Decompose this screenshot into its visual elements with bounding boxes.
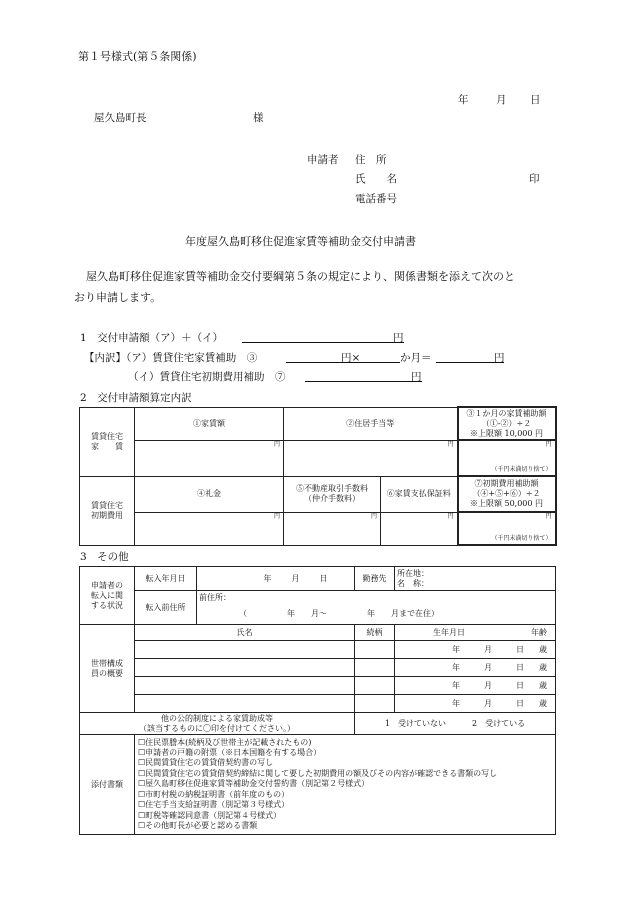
months-equals: か月＝ bbox=[400, 352, 432, 364]
col-name: 氏名 bbox=[135, 625, 355, 641]
attachment-checkbox[interactable]: ☐町税等確認同意書（別記第４号様式） bbox=[138, 810, 282, 820]
rent-yen-unit: 円 bbox=[494, 352, 505, 364]
member-name-cell[interactable] bbox=[135, 677, 355, 695]
other-subsidy-options[interactable] bbox=[355, 713, 556, 735]
monthly-yen-x: 円× bbox=[341, 352, 361, 364]
addressee-honorific: 様 bbox=[253, 112, 264, 124]
move-date-label: 転入年月日 bbox=[135, 567, 197, 591]
applicant-name-label: 氏 名 bbox=[355, 173, 397, 185]
section3-heading: 3 その他 bbox=[80, 551, 129, 563]
rent-row-label: 賃貸住宅 家 賃 bbox=[80, 407, 135, 476]
attachment-checkbox[interactable]: ☐屋久島町移住促進家賃等補助金交付誓約書（別記第２号様式） bbox=[138, 779, 370, 789]
col-relation: 続柄 bbox=[355, 625, 395, 641]
key-money-cell[interactable]: 円 bbox=[135, 512, 284, 545]
total-amount-field[interactable] bbox=[242, 330, 404, 343]
section1-heading: 1 交付申請額（ア）＋（イ） bbox=[80, 332, 224, 344]
prev-address-cell[interactable]: 前住所： （ 年 月～ 年 月まで在住） bbox=[197, 591, 556, 625]
seal-mark: 印 bbox=[529, 173, 540, 185]
workplace-cell[interactable]: 所在地： 名 称： bbox=[395, 567, 556, 591]
rent-amount-header: ①家賃額 bbox=[135, 407, 284, 440]
applicant-label: 申請者 bbox=[307, 154, 339, 166]
guarantee-fee-cell[interactable]: 円 bbox=[381, 512, 458, 545]
attachment-checkbox[interactable]: ☐住民票謄本(続柄及び世帯主が記載されたもの) bbox=[138, 737, 312, 747]
broker-fee-cell[interactable]: 円 bbox=[284, 512, 381, 545]
member-relation-cell[interactable] bbox=[355, 695, 395, 713]
col-birthdate: 生年月日 年齢 bbox=[395, 625, 556, 641]
other-subsidy-label: 他の公的制度による家賃助成等 （該当するものに〇印を付けてください。） bbox=[80, 713, 355, 735]
option-receiving[interactable]: 2 受けている bbox=[472, 718, 526, 728]
breakdown-a-label: 【内訳】（ア）賃貸住宅家賃補助 ③ bbox=[84, 352, 258, 364]
round-note: （千円未満切り捨て） bbox=[491, 465, 552, 473]
prev-address-label: 転入前住所 bbox=[135, 591, 197, 625]
round-note: （千円未満切り捨て） bbox=[491, 534, 552, 542]
applicant-phone-label: 電話番号 bbox=[355, 193, 397, 205]
other-table bbox=[79, 566, 556, 835]
attachment-checkbox[interactable]: ☐民間賃貸住宅の賃貸借契約締結に関して要した初期費用の額及びその内容が確認できる書類の写し bbox=[138, 768, 498, 778]
member-birth-cell[interactable]: 年 月 日 歳 bbox=[395, 641, 556, 659]
option-not-receiving[interactable]: 1 受けていない bbox=[384, 718, 446, 728]
rent-amount-cell[interactable]: 円 bbox=[135, 440, 284, 476]
initial-subsidy-header: ⑦初期費用補助額 （④+⑤+⑥）÷２ ※上限額 50,000 円 bbox=[458, 476, 556, 512]
months-field[interactable] bbox=[368, 350, 400, 363]
member-birth-cell[interactable]: 年 月 日 歳 bbox=[395, 695, 556, 713]
member-name-cell[interactable] bbox=[135, 641, 355, 659]
allowance-cell[interactable]: 円 bbox=[284, 440, 458, 476]
attachment-checkbox[interactable]: ☐住宅手当支給証明書（別記第３号様式） bbox=[138, 800, 290, 810]
applicant-address-label: 住 所 bbox=[355, 154, 387, 166]
calc-table bbox=[79, 406, 557, 546]
member-name-cell[interactable] bbox=[135, 695, 355, 713]
date-year: 年 bbox=[458, 94, 469, 106]
page-title: 年度屋久島町移住促進家賃等補助金交付申請書 bbox=[185, 235, 416, 248]
date-month: 月 bbox=[496, 94, 507, 106]
member-name-cell[interactable] bbox=[135, 659, 355, 677]
body-line-1: 屋久島町移住促進家賃等補助金交付要綱第５条の規定により、関係書類を添えて次のと bbox=[86, 270, 515, 283]
form-number: 第１号様式(第５条関係) bbox=[78, 50, 197, 63]
key-money-header: ④礼金 bbox=[135, 476, 284, 512]
body-line-2: おり申請します。 bbox=[74, 291, 162, 304]
initial-yen-unit: 円 bbox=[411, 371, 422, 383]
attachment-checkbox[interactable]: ☐申請者の戸籍の附票（※日本国籍を有する場合） bbox=[138, 748, 322, 758]
member-birth-cell[interactable]: 年 月 日 歳 bbox=[395, 659, 556, 677]
breakdown-b-label: （イ）賃貸住宅初期費用補助 ⑦ bbox=[128, 371, 286, 383]
member-relation-cell[interactable] bbox=[355, 659, 395, 677]
addressee: 屋久島町長 bbox=[94, 112, 147, 124]
attachment-checkbox[interactable]: ☐民間賃貸住宅の賃貸借契約書の写し bbox=[138, 758, 274, 768]
allowance-header: ②住居手当等 bbox=[284, 407, 458, 440]
move-status-label: 申請者の 転入に関 する状況 bbox=[80, 567, 135, 625]
attachments-label: 添付書類 bbox=[80, 735, 135, 835]
section2-heading: 2 交付申請額算定内訳 bbox=[80, 392, 192, 404]
broker-fee-header: ⑤不動産取引手数料 （仲介手数料） bbox=[284, 476, 381, 512]
total-yen-unit: 円 bbox=[393, 332, 404, 344]
guarantee-fee-header: ⑥家賃支払保証料 bbox=[381, 476, 458, 512]
initial-subsidy-cell[interactable]: 円 （千円未満切り捨て） bbox=[458, 512, 556, 545]
household-label: 世帯構成 員の概要 bbox=[80, 625, 135, 713]
member-relation-cell[interactable] bbox=[355, 641, 395, 659]
member-relation-cell[interactable] bbox=[355, 677, 395, 695]
attachment-checkbox[interactable]: ☐その他町長が必要と認める書類 bbox=[138, 820, 258, 830]
attachments-list bbox=[135, 735, 556, 835]
attachment-checkbox[interactable]: ☐市町村税の納税証明書（前年度のもの） bbox=[138, 789, 290, 799]
workplace-label: 勤務先 bbox=[355, 567, 395, 591]
monthly-subsidy-cell[interactable]: 円 （千円未満切り捨て） bbox=[458, 440, 556, 476]
date-day: 日 bbox=[530, 94, 541, 106]
move-date-cell[interactable]: 年 月 日 bbox=[197, 567, 355, 591]
member-birth-cell[interactable]: 年 月 日 歳 bbox=[395, 677, 556, 695]
monthly-subsidy-header: ③１か月の家賃補助額 （①-②）÷２ ※上限額 10,000 円 bbox=[458, 407, 556, 440]
initial-cost-field[interactable] bbox=[305, 369, 422, 382]
initial-row-label: 賃貸住宅 初期費用 bbox=[80, 476, 135, 545]
